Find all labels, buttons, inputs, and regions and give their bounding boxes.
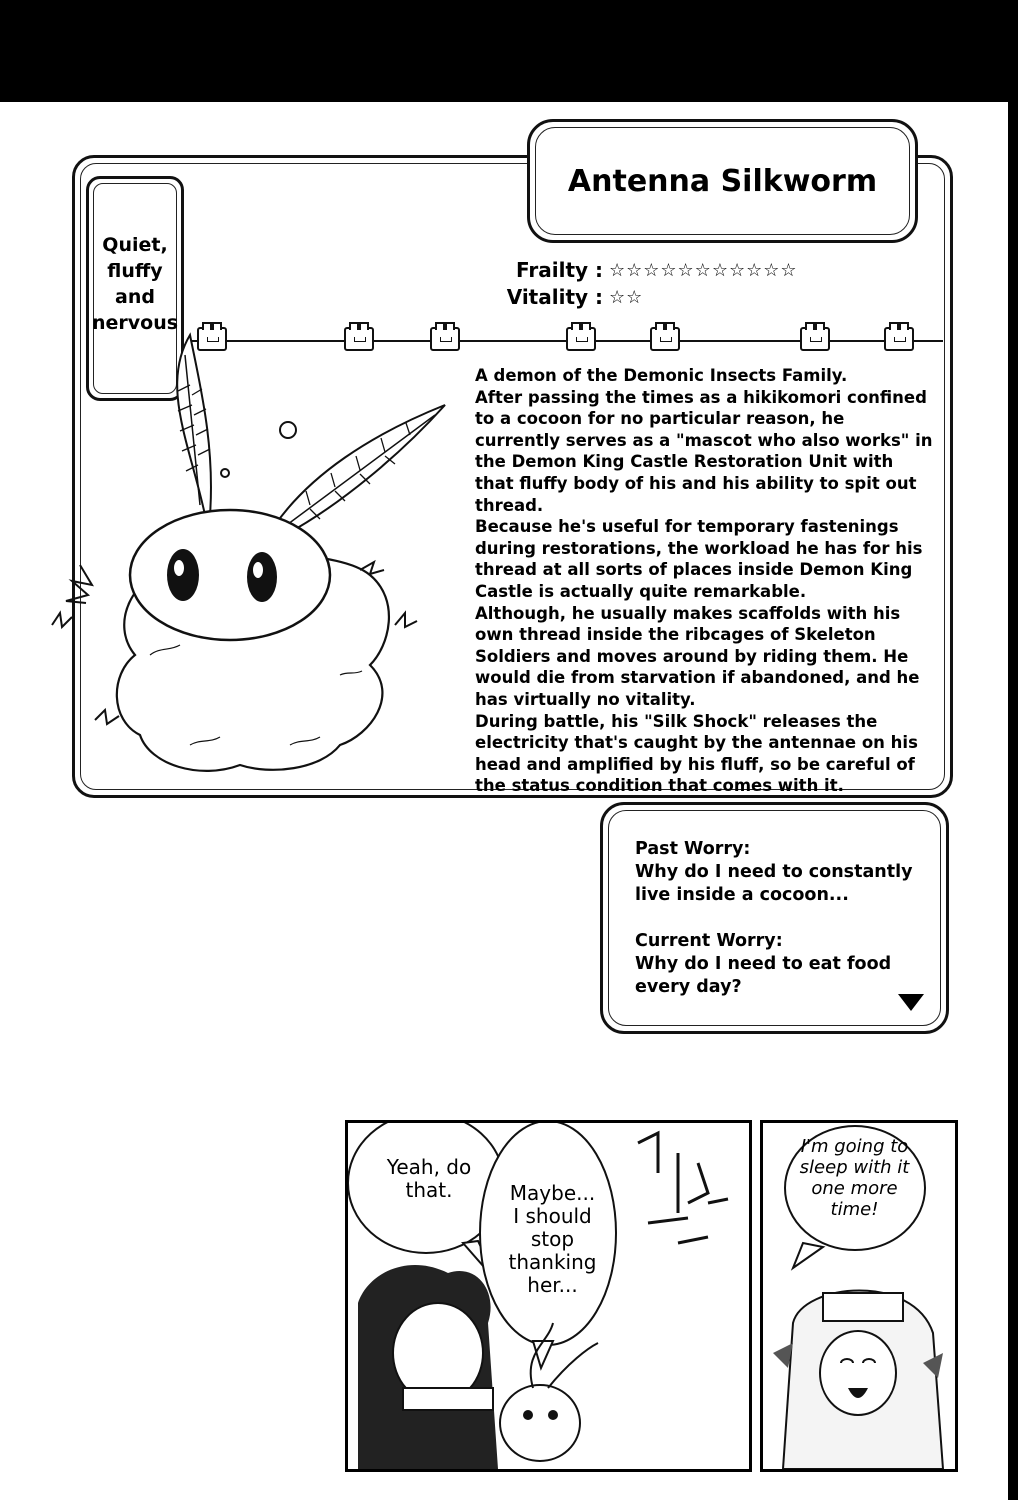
star-rating: ☆☆ [609,287,644,308]
castle-node-icon [800,327,830,351]
stat-frailty [505,257,798,284]
castle-node-icon [566,327,596,351]
description-paragraph: After passing the times as a hikikomori confined to a cocoon for no particular reason, he currently serves as a "mascot who also works" in the Demon King Castle Restoration Unit with that fluffy body of his and his ability to spit out thread. [475,387,933,515]
character-name: Antenna Silkworm [535,127,910,235]
description-paragraph: During battle, his "Silk Shock" releases the electricity that's caught by the antennae on his head and amplified by his fluff, so be careful of the status condition that comes with it. [475,711,918,796]
stat-label: Frailty : [515,258,603,282]
silkworm-illustration [40,325,480,795]
description [475,365,935,797]
trait-line: nervous [91,312,179,334]
description-paragraph: Although, he usually makes scaffolds with his own thread inside the ribcages of Skeleton Soldiers and moves around by riding them. He would die from starvation if abandoned, and he has virtually no vitality. [475,603,920,709]
star-rating: ☆☆☆☆☆☆☆☆☆☆☆ [609,260,798,281]
current-worry-label: Current Worry: [635,931,783,951]
next-arrow-icon[interactable] [898,994,924,1011]
stat-vitality [505,284,798,311]
trait-line: Quiet, [102,234,168,256]
speech-bubble-text: I'm going to sleep with it one more time! [799,1136,910,1220]
worry-text [635,838,925,999]
trait-text [86,232,184,336]
speech-bubble-text: Yeah, do that. [386,1155,472,1202]
castle-node-icon [884,327,914,351]
trait-line: fluffy [107,260,163,282]
right-black-edge [1008,102,1018,1500]
trait-line: and [115,286,155,308]
description-paragraph: Because he's useful for temporary fastenings during restorations, the workload he has for his thread at all sorts of places inside Demon King Castle is actually quite remarkable. [475,517,923,601]
current-worry-text: Why do I need to eat food every day? [635,954,892,997]
castle-node-icon [650,327,680,351]
past-worry-label: Past Worry: [635,839,751,859]
top-black-bar [0,0,1018,102]
description-paragraph: A demon of the Demonic Insects Family. [475,366,848,385]
speech-bubble-text: Maybe... I should stop thanking her... [508,1181,597,1297]
stat-label: Vitality : [506,285,603,309]
stats-block [505,257,798,311]
past-worry-text: Why do I need to constantly live inside a cocoon... [635,862,913,905]
